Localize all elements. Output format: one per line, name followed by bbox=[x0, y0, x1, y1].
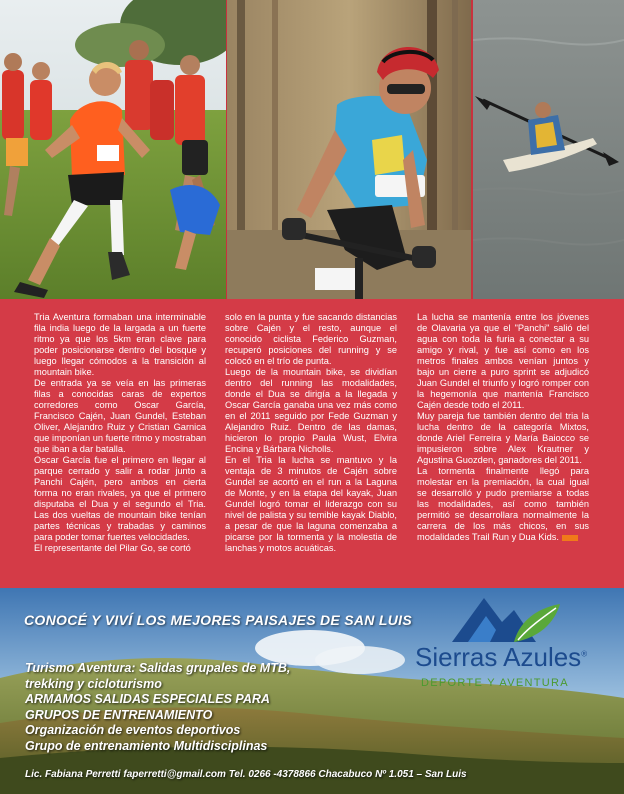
article-text: solo en la punta y fue sacando distancias sobre Cajén y el resto, aunque el conocido ciclista Federico Guzman, recuperó posiciones del running y se colocó en el trío de punta. Luego de la mountain bike, se dividían dentro del running las modalidades, donde el Dua se dirigía a la llegada y Oscar García ganaba una vez más como en el 2011 seguido por Fede Guzman y Alejandro Ruiz. Dentro de las damas, hicieron lo propio Paula Wust, Elvira Encina y Bárbara Nicholls. En el Tria la lucha se mantuvo y la ventaja de 3 minutos de Cajén sobre Gundel se acortó en el run a la Laguna de Monte, y en la etapa del kayak, Juan Gundel logró tomar el liderazgo con su nivel de palista y su temible kayak Diablo, a pesar de que la laguna comenzaba a picarse por la tormenta y la molestia de lanchas y motos acuáticas. bbox=[225, 312, 397, 553]
photo-strip bbox=[0, 0, 624, 299]
mountain-leaf-icon bbox=[450, 594, 562, 644]
ad-line: ARMAMOS SALIDAS ESPECIALES PARA bbox=[25, 692, 270, 706]
sierras-azules-ad bbox=[0, 588, 624, 794]
ad-headline: CONOCÉ Y VIVÍ LOS MEJORES PAISAJES DE SAN LUIS bbox=[24, 612, 412, 628]
biker-photo bbox=[227, 0, 472, 299]
ad-line: Turismo Aventura: Salidas grupales de MTB, bbox=[25, 661, 291, 675]
logo-name-text: Sierras Azules bbox=[415, 642, 582, 672]
runners-photo bbox=[0, 0, 226, 299]
kayaker-photo bbox=[473, 0, 624, 299]
article-column-2 bbox=[225, 312, 397, 554]
registered-mark: ® bbox=[581, 649, 588, 659]
ad-services-list bbox=[25, 661, 290, 754]
ad-contact-line: Lic. Fabiana Perretti faperretti@gmail.com Tel. 0266 -4378866 Chacabuco Nº 1.051 – San Luis bbox=[25, 769, 467, 780]
article-column-3 bbox=[417, 312, 589, 543]
article-text-content: La lucha se mantenía entre los jóvenes de Olavaria ya que el "Panchi" salió del agua con toda la furia a conectar a su amigo y rival, y fue así como en los metros finales ambos venían juntos y bajo un cierre a puro sprint se adjudicó Juan Gundel el triunfo y logró romper con la hegemonía que mantenía Francisco Cajén desde todo el 2011. Muy pareja fue también dentro del tria la lucha dentro de la categoría Mixtos, donde Ariel Ferreira y María Baiocco se impusieron sobre Alex Krautner y Agustina Guozden, ganadores del 2011. La tormenta finalmente llegó para molestar en la premiación, la cual igual se desarrolló y pudo premiarse a todas las modalidades, así como también permitió se desarrollara normalmente la carrera de los más chicos, en sus modalidades Trail Run y Dua Kids. bbox=[417, 312, 589, 542]
sierras-azules-logo bbox=[410, 590, 610, 700]
ad-line: Organización de eventos deportivos bbox=[25, 723, 241, 737]
article-text bbox=[417, 312, 589, 543]
ad-line: Grupo de entrenamiento Multidisciplinas bbox=[25, 738, 268, 753]
article-text: Tria Aventura formaban una interminable fila india luego de la largada a un fuerte ritmo ya que los 5km eran clave para poder posicionarse dentro del bosque y luego llegar cómodos a la transición al mountain bike. De entrada ya se veía en las primeras filas a conocidas caras de expertos corredores como Oscar García, Francisco Cajén, Juan Gundel, Esteban Oliver, Alejandro Ruiz y Cristian Garnica que imponían un fuerte ritmo y mostraban que iban a dar batalla. Oscar García fue el primero en llegar al parque cerrado y salir a rodar junto a Panchi Cajén, pero ambos en cierta forma no eran rivales, ya que el primero disputaba el Dua y el segundo el Tria. Las dos vueltas de mountain bike tenían partes técnicas y trabadas y caminos para poder tomar fuertes velocidades. El representante del Pilar Go, se cortó bbox=[34, 312, 206, 553]
ad-line: GRUPOS DE ENTRENAMIENTO bbox=[25, 707, 213, 722]
article-column-1 bbox=[34, 312, 206, 554]
ad-line: trekking y cicloturismo bbox=[25, 676, 162, 691]
article-body bbox=[34, 312, 600, 580]
end-mark bbox=[562, 535, 578, 541]
logo-name bbox=[415, 642, 587, 673]
logo-tagline: DEPORTE Y AVENTURA bbox=[421, 677, 569, 689]
